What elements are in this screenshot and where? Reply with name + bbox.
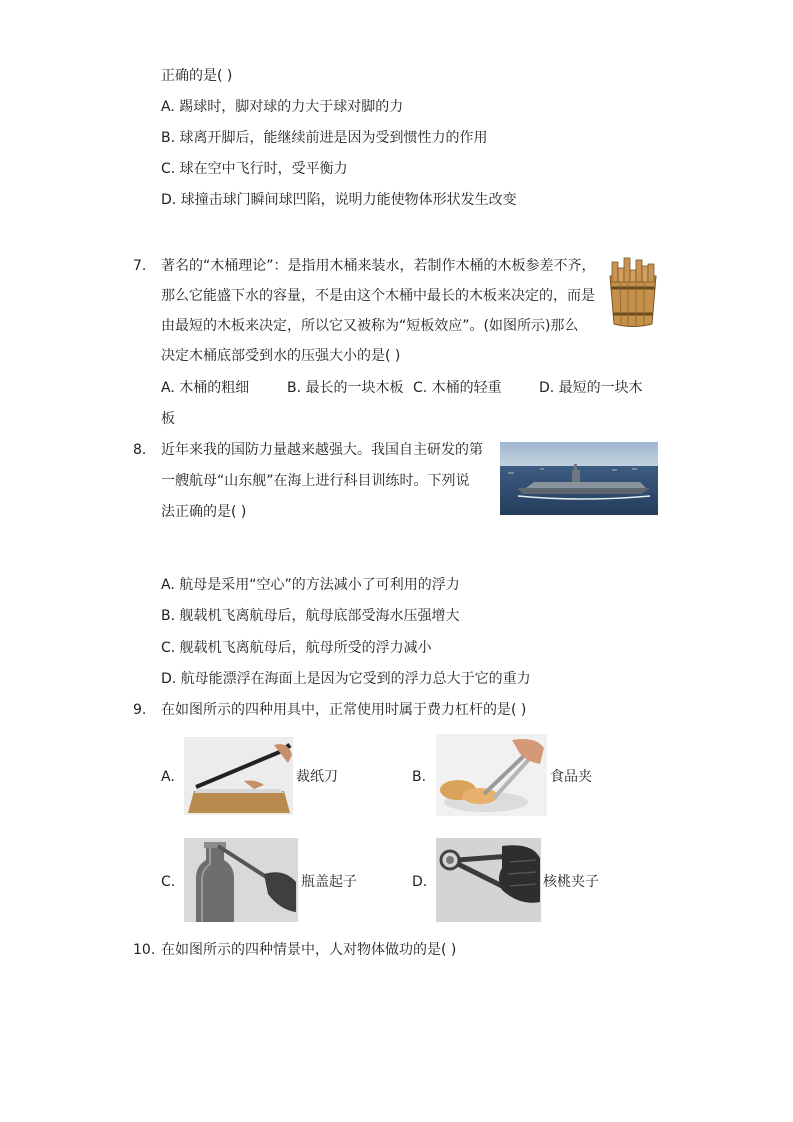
q7-option-a: A. 木桶的粗细 [161, 380, 250, 396]
q7-line-1: 著名的“木桶理论”：是指用木桶来装水，若制作木桶的木板参差不齐， [161, 258, 596, 274]
q9-option-d-letter: D. [412, 874, 428, 890]
q7-number: 7. [133, 258, 147, 274]
q7-option-c: C. 木桶的轻重 [413, 380, 502, 396]
q6-option-c: C. 球在空中飞行时，受平衡力 [161, 161, 348, 177]
q6-option-d: D. 球撞击球门瞬间球凹陷，说明力能使物体形状发生改变 [161, 192, 517, 208]
q8-option-d: D. 航母能漂浮在海面上是因为它受到的浮力总大于它的重力 [161, 671, 531, 687]
bottle-opener-image [184, 838, 298, 922]
wooden-bucket-image [604, 256, 662, 328]
q7-line-4: 决定木桶底部受到水的压强大小的是( ) [161, 348, 401, 364]
q7-option-d: D. 最短的一块木 [539, 380, 643, 396]
q8-line-1: 近年来我的国防力量越来越强大。我国自主研发的第 [161, 442, 483, 458]
q8-option-c: C. 舰载机飞离航母后，航母所受的浮力减小 [161, 640, 432, 656]
food-tongs-image [436, 734, 547, 816]
q9-option-a-letter: A. [161, 769, 175, 785]
q7-line-3: 由最短的木板来决定，所以它又被称为“短板效应”。(如图所示)那么 [161, 318, 579, 334]
q9-option-c-label: 瓶盖起子 [301, 874, 357, 890]
q9-option-a-label: 裁纸刀 [296, 769, 338, 785]
nutcracker-image [436, 838, 541, 922]
q9-option-b-label: 食品夹 [550, 769, 592, 785]
q9-option-b-letter: B. [412, 769, 427, 785]
q9-option-d-label: 核桃夹子 [543, 874, 599, 890]
q8-option-a: A. 航母是采用“空心”的方法减小了可利用的浮力 [161, 577, 460, 593]
q8-option-b: B. 舰载机飞离航母后，航母底部受海水压强增大 [161, 608, 460, 624]
q10-stem: 在如图所示的四种情景中，人对物体做功的是( ) [161, 942, 457, 958]
q8-number: 8. [133, 442, 147, 458]
q8-line-3: 法正确的是( ) [161, 504, 247, 520]
q7-option-b: B. 最长的一块木板 [287, 380, 404, 396]
q10-number: 10. [133, 942, 156, 958]
paper-cutter-image [184, 737, 293, 815]
q6-option-a: A. 踢球时，脚对球的力大于球对脚的力 [161, 99, 404, 115]
q9-number: 9. [133, 702, 147, 718]
q6-option-b: B. 球离开脚后，能继续前进是因为受到惯性力的作用 [161, 130, 488, 146]
q6-stem-tail: 正确的是( ) [161, 68, 233, 84]
q9-option-c-letter: C. [161, 874, 176, 890]
aircraft-carrier-image [500, 442, 658, 515]
q7-line-2: 那么它能盛下水的容量，不是由这个木桶中最长的木板来决定的，而是 [161, 288, 595, 304]
q8-line-2: 一艘航母“山东舰”在海上进行科目训练时。下列说 [161, 473, 470, 489]
q9-stem: 在如图所示的四种用具中，正常使用时属于费力杠杆的是( ) [161, 702, 527, 718]
q7-option-d-wrap: 板 [161, 411, 175, 427]
